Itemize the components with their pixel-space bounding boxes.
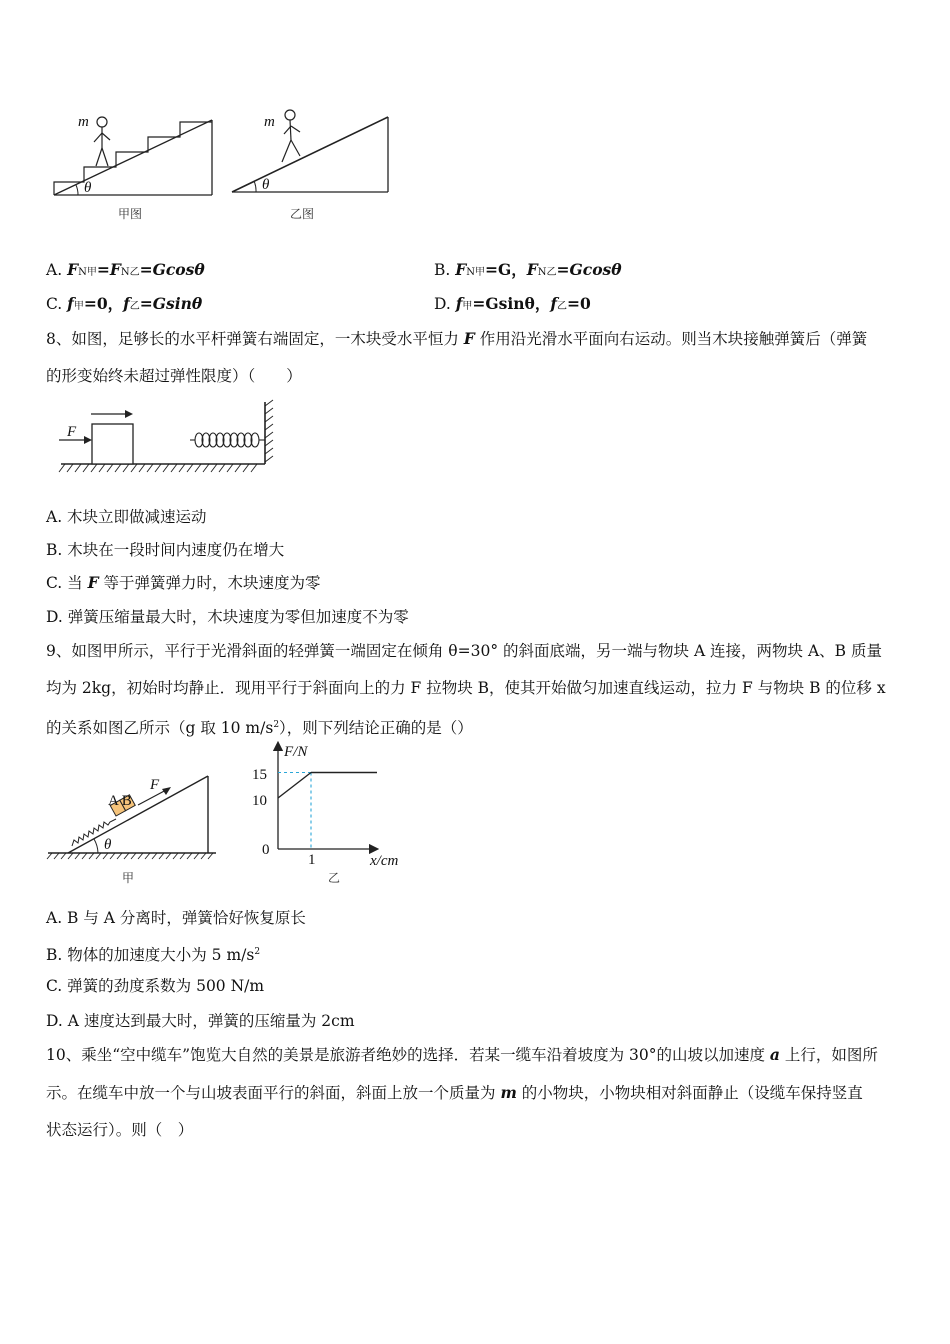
q9-stem-line2: 均为 2kg，初始时均静止．现用平行于斜面向上的力 F 拉物块 B，使其开始做匀加速直线运动，拉力 F 与物块 B 的位移 x <box>46 679 886 697</box>
q9-option-b: B. 物体的加速度大小为 5 $m/s^2$ <box>46 946 261 965</box>
q9-label-ab: A B <box>108 793 132 809</box>
person-icon <box>282 110 300 162</box>
x-axis-label: x/cm <box>370 853 399 869</box>
y-tick-label: 0 <box>262 842 270 858</box>
q8-label-f: F <box>67 424 77 440</box>
q10-stem-line2: 示。在缆车中放一个与山坡表面平行的斜面，斜面上放一个质量为 m 的小物块，小物块相对斜面静止（设缆车保持竖直 <box>46 1083 863 1102</box>
q7-figure-jia <box>40 100 230 230</box>
q8-option-c: C. 当 F 等于弹簧弹力时，木块速度为零 <box>46 573 321 592</box>
q9-option-a: A. B 与 A 分离时，弹簧恰好恢复原长 <box>46 909 306 927</box>
q8-option-d: D. 弹簧压缩量最大时，木块速度为零但加速度不为零 <box>46 608 409 626</box>
q7-option-b: B. FN甲=G，FN乙=Gcosθ <box>434 260 622 279</box>
q8-stem-line2: 的形变始终未超过弹性限度）（ ） <box>46 367 302 385</box>
q7-yi-caption: 乙图 <box>290 207 315 221</box>
q9-option-c: C. 弹簧的劲度系数为 500 N/m <box>46 977 265 995</box>
q7-jia-caption: 甲图 <box>118 207 143 221</box>
q9-jia-caption: 甲 <box>122 871 135 885</box>
person-icon <box>94 117 110 166</box>
wood-block <box>92 424 133 464</box>
y-tick-label: 15 <box>252 767 267 783</box>
q8-figure <box>45 400 285 475</box>
q7-jia-m: m <box>78 114 89 130</box>
q9-label-f: F <box>150 777 160 793</box>
q7-figure-yi <box>228 100 403 230</box>
q7-yi-theta: θ <box>262 177 270 193</box>
q9-figure-yi-chart <box>250 742 420 887</box>
q7-option-d: D. f甲=Gsinθ，f乙=0 <box>434 294 591 313</box>
q8-option-b: B. 木块在一段时间内速度仍在增大 <box>46 541 285 559</box>
q8-stem-line1: 8、如图，足够长的水平杆弹簧右端固定，一木块受水平恒力 F 作用沿光滑水平面向右运动。则当木块接触弹簧后（弹簧 <box>46 329 868 348</box>
q9-figure-jia <box>44 770 224 885</box>
q9-label-theta: θ <box>104 837 112 853</box>
q10-stem-line1: 10、乘坐“空中缆车”饱览大自然的美景是旅游者绝妙的选择．若某一缆车沿着坡度为 30°的山坡以加速度 a 上行，如图所 <box>46 1045 878 1064</box>
q9-stem-line1: 9、如图甲所示，平行于光滑斜面的轻弹簧一端固定在倾角 θ=30° 的斜面底端，另一端与物块 A 连接，两物块 A、B 质量 <box>46 642 882 660</box>
q7-option-a: A. FN甲=FN乙=Gcosθ <box>46 260 205 279</box>
q7-yi-m: m <box>264 114 275 130</box>
q9-stem-line3: 的关系如图乙所示（g 取 10 $m/s^2$），则下列结论正确的是（） <box>46 719 473 738</box>
q9-option-d: D. A 速度达到最大时，弹簧的压缩量为 2cm <box>46 1012 355 1030</box>
series-segment <box>278 773 311 799</box>
q9-yi-caption: 乙 <box>328 871 341 885</box>
q10-stem-line3: 状态运行）。则（ ） <box>46 1121 194 1139</box>
spring-icon <box>190 433 265 447</box>
q7-option-c: C. f甲=0，f乙=Gsinθ <box>46 294 203 313</box>
q7-jia-theta: θ <box>84 180 92 196</box>
y-tick-label: 10 <box>252 793 267 809</box>
x-tick-label: 1 <box>308 852 316 868</box>
y-axis-label: F/N <box>284 744 308 760</box>
q8-option-a: A. 木块立即做减速运动 <box>46 508 207 526</box>
